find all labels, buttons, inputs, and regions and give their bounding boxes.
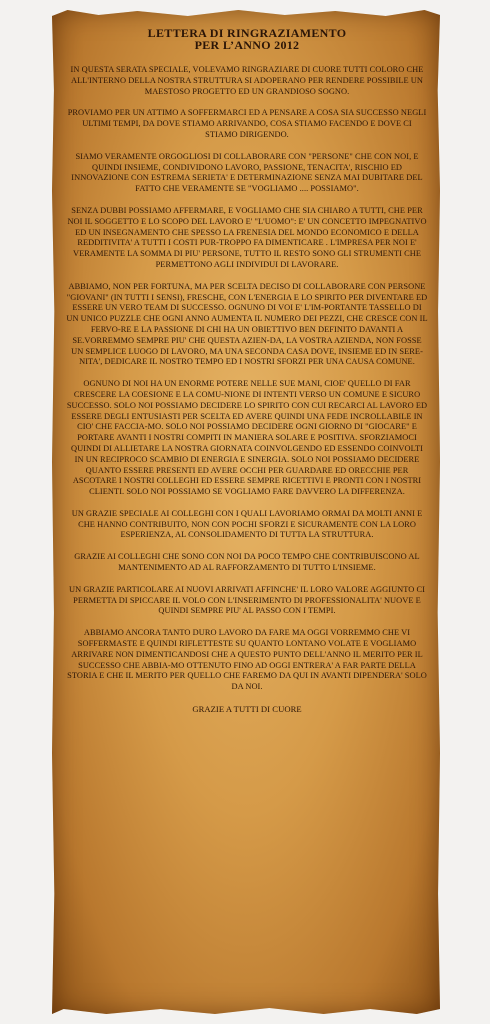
- title-line-2: PER L’ANNO 2012: [194, 38, 300, 52]
- paragraph-4: SENZA DUBBI POSSIAMO AFFERMARE, E VOGLIAMO CHE SIA CHIARO A TUTTI, CHE PER NOI IL SOGGETTO E LO SCOPO DEL LAVORO E' "L'UOMO": E' UN CONCETTO IMPEGNATIVO ED UN INSEGNAMENTO CHE SPESSO LA FRENESIA DEL MONDO ECONOMICO E DELLA REDDITIVITA' A TUTTI I COSTI PUR-TROPPO FA DIMENTICARE . L'IMPRESA PER NOI E' VERAMENTE LA SOMMA DI PIU' PERSONE, TUTTO IL RESTO SONO GLI STRUMENTI CHE PERMETTONO AGLI INDIVIDUI DI LAVORARE.: [67, 205, 427, 269]
- paragraph-8: GRAZIE AI COLLEGHI CHE SONO CON NOI DA POCO TEMPO CHE CONTRIBUISCONO AL MANTENIMENTO AD AL RAFFORZAMENTO DI TUTTO L'INSIEME.: [74, 552, 420, 573]
- title-line-1: LETTERA DI RINGRAZIAMENTO: [147, 26, 347, 40]
- paragraph-1: IN QUESTA SERATA SPECIALE, VOLEVAMO RINGRAZIARE DI CUORE TUTTI COLORO CHE ALL'INTERNO DELLA NOSTRA STRUTTURA SI ADOPERANO PER RENDERE POSSIBILE UN MAESTOSO PROGETTO ED UN GRANDIOSO SOGNO.: [70, 65, 424, 96]
- paragraph-9: UN GRAZIE PARTICOLARE AI NUOVI ARRIVATI AFFINCHE' IL LORO VALORE AGGIUNTO CI PERMETTA DI SPICCARE IL VOLO CON L'INSERIMENTO DI PROFESSIONALITA' NUOVE E QUINDI SEMPRE PIU' AL PASSO CON I TEMPI.: [68, 584, 425, 616]
- paragraph-5: ABBIAMO, NON PER FORTUNA, MA PER SCELTA DECISO DI COLLABORARE CON PERSONE "GIOVANI" (IN TUTTI I SENSI), FRESCHE, CON L'ENERGIA E LO SPIRITO PER DIVENTARE ED ESSERE UN VERO TEAM DI SUCCESSO. OGNUNO DI VOI E' L'IM-PORTANTE TASSELLO DI UN UNICO PUZZLE CHE OGNI ANNO AUMENTA IL NUMERO DEI PEZZI, CHE CRESCE CON IL FERVO-RE E LA PASSIONE DI CHI HA UN OBIETTIVO BEN DEFINITO DAVANTI A SE.VORREMMO SEMPRE PIU' CHE QUESTA AZIEN-DA, LA VOSTRA AZIENDA, NON FOSSE UN SEMPLICE LUOGO DI LAVORO, MA UNA SECONDA CASA DOVE, INSIEME ED IN SERE-NITA', DEDICARE IL NOSTRO TEMPO ED I NOSTRI SFORZI PER UNA CAUSA COMUNE.: [66, 281, 428, 367]
- paragraph-3: SIAMO VERAMENTE ORGOGLIOSI DI COLLABORARE CON "PERSONE" CHE CON NOI, E QUINDI INSIEME, CONDIVIDONO LAVORO, PASSIONE, TENACITA', RISCHIO ED INNOVAZIONE CON ESTREMA SERIETA' E DETERMINAZIONE SENZA MAI DUBITARE DEL FATTO CHE VERAMENTE SE "VOGLIAMO .... POSSIAMO".: [71, 151, 423, 194]
- letter-closing: GRAZIE A TUTTI DI CUORE: [192, 704, 302, 715]
- letter-title: [66, 27, 428, 51]
- paragraph-7: UN GRAZIE SPECIALE AI COLLEGHI CON I QUALI LAVORIAMO ORMAI DA MOLTI ANNI E CHE HANNO CONTRIBUITO, NON CON POCHI SFORZI E SICURAMENTE CON LA LORO ESPERIENZA, AL CONSOLIDAMENTO DI TUTTA LA STRUTTURA.: [71, 508, 423, 540]
- paragraph-2: PROVIAMO PER UN ATTIMO A SOFFERMARCI ED A PENSARE A COSA SIA SUCCESSO NEGLI ULTIMI TEMPI, DA DOVE STIAMO ARRIVANDO, COSA STIAMO FACENDO E DOVE CI STIAMO DIRIGENDO.: [67, 108, 427, 139]
- letter-body: [66, 22, 428, 723]
- paragraph-6: OGNUNO DI NOI HA UN ENORME POTERE NELLE SUE MANI, CIOE' QUELLO DI FAR CRESCERE LA COESIONE E LA COMU-NIONE DI INTENTI VERSO UN COMUNE E SICURO SUCCESSO. SOLO NOI POSSIAMO DECIDERE LO SPIRITO CON CUI RECARCI AL LAVORO ED ESSERE DEGLI ENTUSIASTI PER SCELTA ED AVERE QUINDI UNA FEDE INCROLLABILE IN CIO' CHE FACCIA-MO. SOLO NOI POSSIAMO DECIDERE OGNI GIORNO DI "GIOCARE" E PORTARE AVANTI I NOSTRI COMPITI IN MANIERA SOLARE E POSITIVA. SFORZIAMOCI QUINDI DI ALLIETARE LA NOSTRA GIORNATA COINVOLGENDO ED ESSENDO COINVOLTI IN UN RECIPROCO SCAMBIO DI ENERGIA E SINERGIA. SOLO NOI POSSIAMO DECIDERE QUANTO ESSERE PRESENTI ED AVERE OCCHI PER GUARDARE ED ORECCHIE PER ASCOTARE I NOSTRI COLLEGHI ED ESSERE SEMPRE RICETTIVI E PRONTI CON I NOSTRI CLIENTI. SOLO NOI POSSIAMO SE VOGLIAMO FARE DAVVERO LA DIFFERENZA.: [66, 379, 428, 497]
- paragraph-10: ABBIAMO ANCORA TANTO DURO LAVORO DA FARE MA OGGI VORREMMO CHE VI SOFFERMASTE E QUINDI RIFLETTESTE SU QUANTO LONTANO VOLATE E VOGLIAMO ARRIVARE NON DIMENTICANDOSI CHE A QUESTO PUNTO DELL'ANNO IL MERITO PER IL SUCCESSO CHE ABBIA-MO OTTENUTO FINO AD OGGI ENTRERA' A FAR PARTE DELLA STORIA E CHE IL MERITO PER QUELLO CHE FAREMO DA QUI IN AVANTI DIPENDERA' SOLO DA NOI.: [67, 628, 427, 692]
